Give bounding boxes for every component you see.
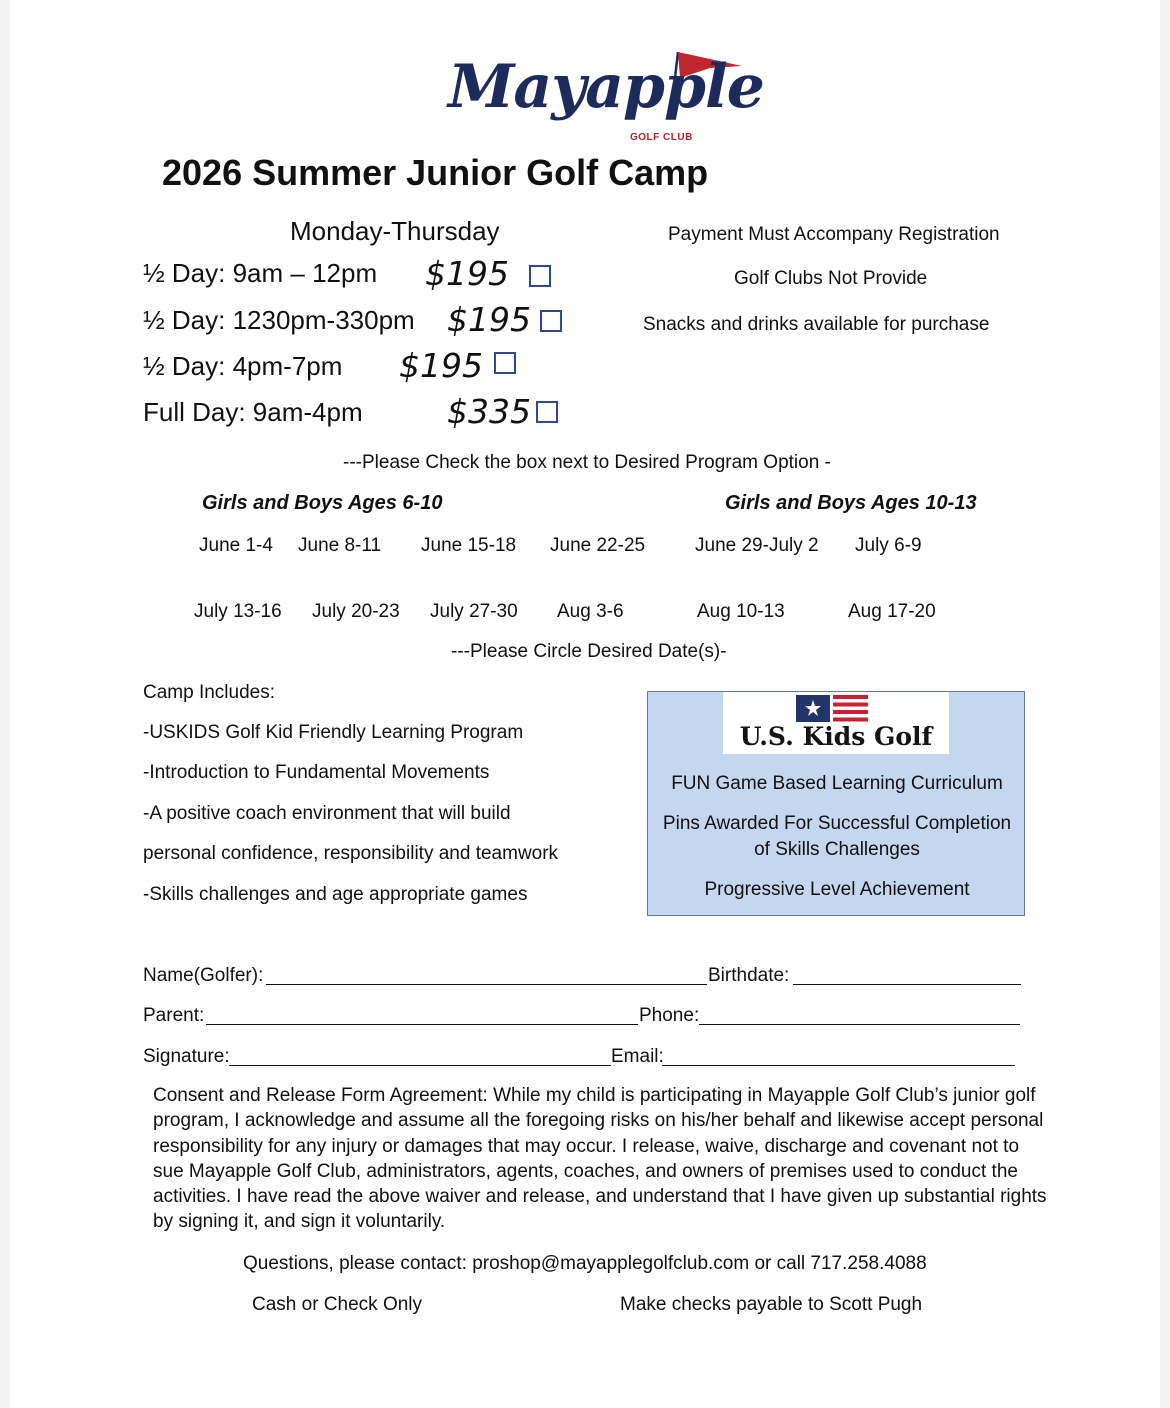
- option-checkbox[interactable]: [536, 401, 558, 423]
- note-payment: Payment Must Accompany Registration: [668, 224, 1000, 245]
- includes-item: -Introduction to Fundamental Movements: [143, 762, 490, 783]
- contact-info: Questions, please contact: proshop@mayapplegolfclub.com or call 717.258.4088: [243, 1253, 927, 1274]
- program-instruction: ---Please Check the box next to Desired Program Option -: [343, 452, 831, 473]
- option-label: ½ Day: 4pm-7pm: [143, 351, 343, 381]
- option-label: ½ Day: 9am – 12pm: [143, 258, 378, 288]
- includes-item: -Skills challenges and age appropriate games: [143, 884, 528, 905]
- email-label: Email:: [611, 1046, 664, 1067]
- date-option[interactable]: July 6-9: [855, 535, 922, 556]
- parent-input[interactable]: [206, 1024, 638, 1025]
- option-checkbox[interactable]: [529, 265, 551, 287]
- date-option[interactable]: June 1-4: [199, 535, 273, 556]
- name-label: Name(Golfer):: [143, 965, 264, 986]
- option-label: ½ Day: 1230pm-330pm: [143, 305, 415, 335]
- uskids-logo: [723, 692, 949, 754]
- logo-wordmark: Mayapple: [448, 52, 764, 122]
- option-checkbox[interactable]: [540, 310, 562, 332]
- phone-input[interactable]: [699, 1024, 1020, 1025]
- age-group-heading: Girls and Boys Ages 10-13: [725, 492, 977, 514]
- payment-method: Cash or Check Only: [252, 1294, 423, 1315]
- uskids-feature: FUN Game Based Learning Curriculum: [671, 773, 1003, 794]
- option-checkbox[interactable]: [494, 352, 516, 374]
- uskids-feature: of Skills Challenges: [754, 839, 920, 860]
- date-option[interactable]: July 27-30: [430, 601, 518, 622]
- option-price: $195: [447, 300, 531, 339]
- page-title: 2026 Summer Junior Golf Camp: [162, 152, 709, 193]
- date-option[interactable]: Aug 17-20: [848, 601, 936, 622]
- age-group-heading: Girls and Boys Ages 6-10: [202, 492, 443, 514]
- payment-payee: Make checks payable to Scott Pugh: [620, 1294, 923, 1315]
- uskids-brand: U.S. Kids Golf: [739, 722, 933, 751]
- note-clubs: Golf Clubs Not Provide: [734, 268, 928, 289]
- includes-item: personal confidence, responsibility and teamwork: [143, 843, 559, 864]
- date-option[interactable]: June 22-25: [550, 535, 646, 556]
- option-price: $335: [447, 392, 531, 431]
- us-flag-icon: [796, 695, 868, 722]
- name-input[interactable]: [266, 984, 707, 985]
- includes-item: -A positive coach environment that will build: [143, 803, 511, 824]
- email-input[interactable]: [662, 1065, 1015, 1066]
- date-option[interactable]: July 13-16: [194, 601, 282, 622]
- uskids-feature: Pins Awarded For Successful Completion: [662, 813, 1012, 834]
- note-snacks: Snacks and drinks available for purchase: [643, 314, 990, 335]
- birthdate-label: Birthdate:: [708, 965, 790, 986]
- date-option[interactable]: Aug 10-13: [697, 601, 785, 622]
- logo-subtitle: GOLF CLUB: [630, 132, 693, 143]
- date-instruction: ---Please Circle Desired Date(s)-: [451, 641, 727, 662]
- option-price: $195: [425, 254, 509, 293]
- signature-label: Signature:: [143, 1046, 230, 1067]
- date-option[interactable]: Aug 3-6: [557, 601, 624, 622]
- signature-input[interactable]: [229, 1065, 611, 1066]
- option-label: Full Day: 9am-4pm: [143, 397, 363, 427]
- includes-heading: Camp Includes:: [143, 682, 276, 703]
- registration-form-page: [10, 0, 1160, 1408]
- consent-text: Consent and Release Form Agreement: While my child is participating in Mayapple Golf Club’s junior golf program, I acknowledge and assume all the foregoing risks on his/her behalf and likewise accept personal responsibility for any injury or damages that may occur. I release, waive, discharge and covenant not to sue Mayapple Golf Club, administrators, agents, coaches, and owners of premises used to conduct the activities. I have read the above waiver and release, and understand that I have given up substantial rights by signing it, and sign it voluntarily.: [153, 1085, 1047, 1233]
- birthdate-input[interactable]: [793, 984, 1021, 985]
- date-option[interactable]: June 15-18: [421, 535, 517, 556]
- option-price: $195: [399, 346, 483, 385]
- date-option[interactable]: June 29-July 2: [695, 535, 819, 556]
- date-option[interactable]: July 20-23: [312, 601, 400, 622]
- date-option[interactable]: June 8-11: [298, 535, 382, 556]
- uskids-info-box: [647, 691, 1025, 916]
- includes-item: -USKIDS Golf Kid Friendly Learning Program: [143, 722, 524, 743]
- parent-label: Parent:: [143, 1005, 205, 1026]
- phone-label: Phone:: [639, 1005, 700, 1026]
- uskids-feature: Progressive Level Achievement: [704, 879, 970, 900]
- schedule-heading: Monday-Thursday: [290, 216, 500, 246]
